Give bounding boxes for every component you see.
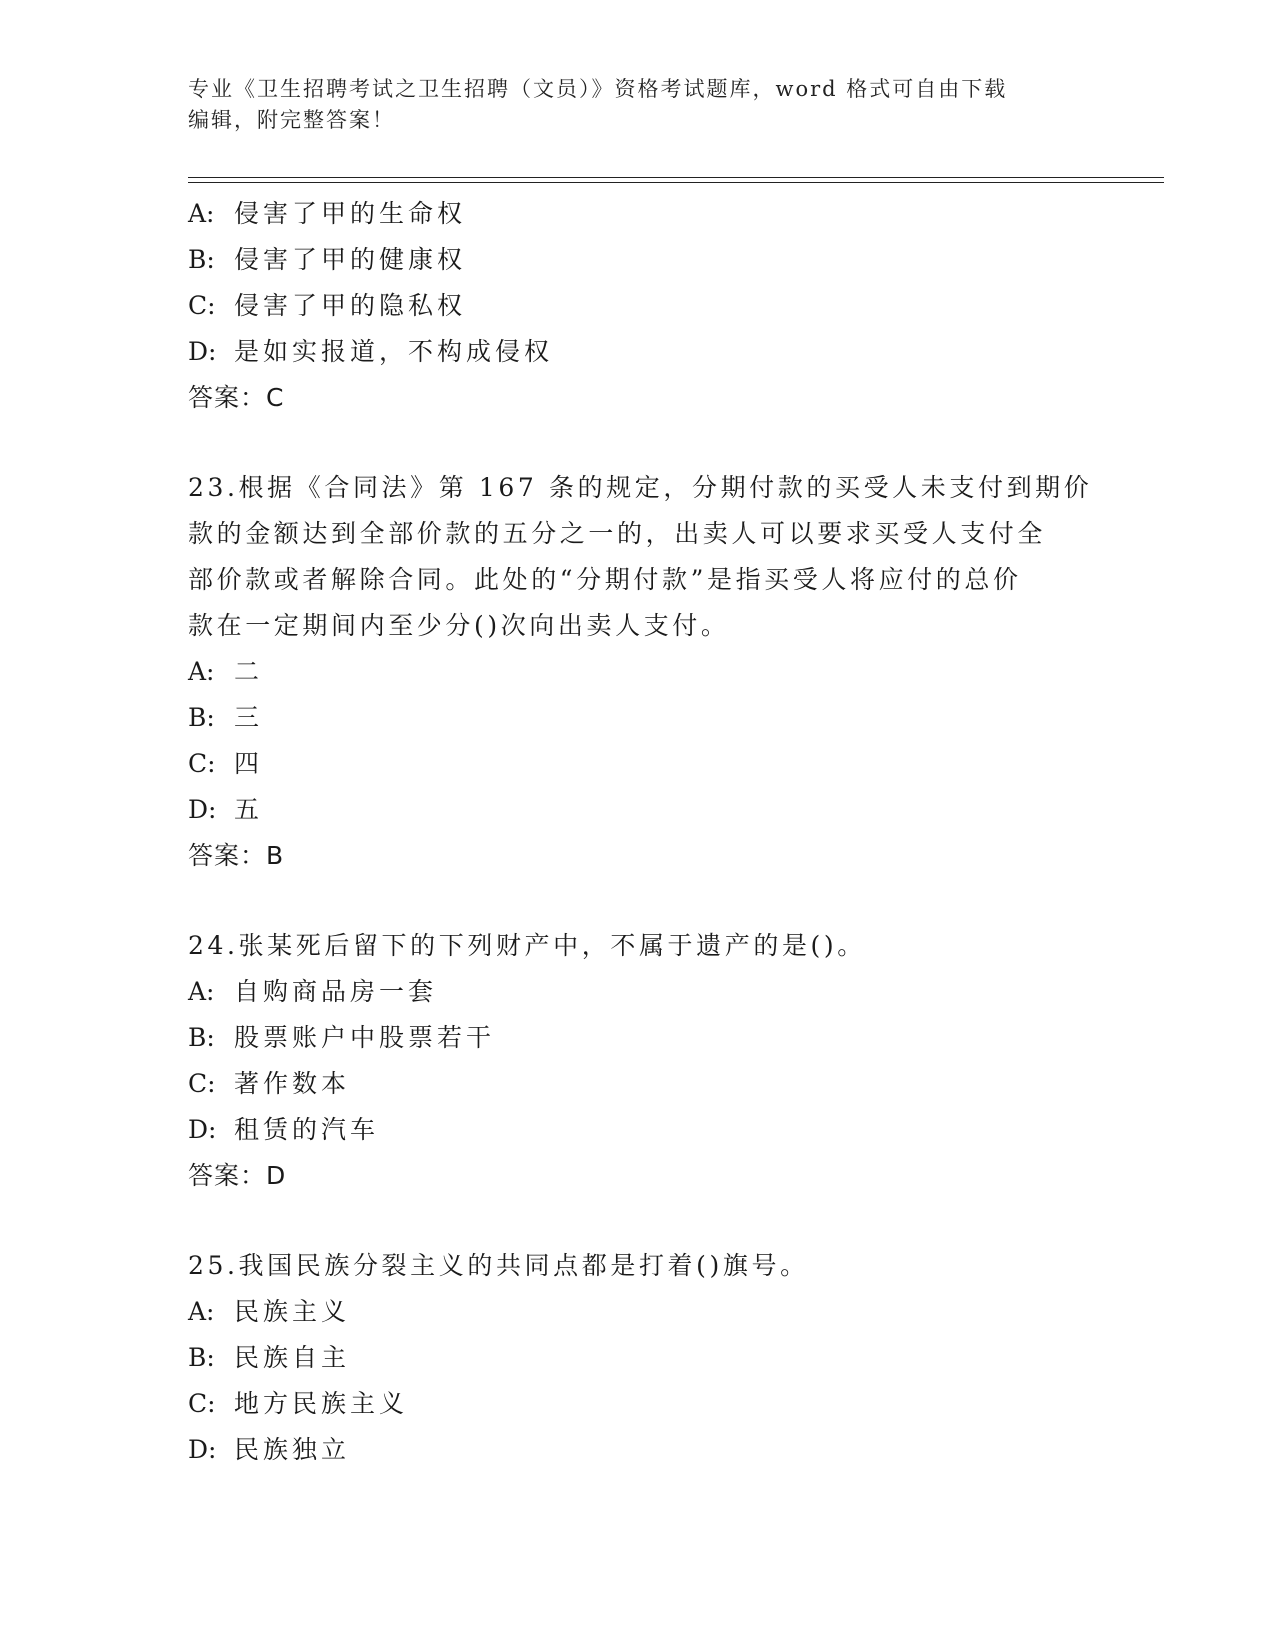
option-a: A: 自购商品房一套 [188,977,438,1006]
option-c: C: 侵害了甲的隐私权 [188,291,467,320]
question-25 [188,1243,1088,1473]
option-b: B: 侵害了甲的健康权 [188,245,467,274]
question-stem [188,1243,1088,1289]
stem-line: 23.根据《合同法》第 167 条的规定，分期付款的买受人未支付到期价 [188,473,1093,502]
header-line-2: 编辑，附完整答案！ [188,108,395,132]
question-content [188,191,1093,1473]
option-d: D: 是如实报道，不构成侵权 [188,337,554,366]
header-line-1: 专业《卫生招聘考试之卫生招聘（文员）》资格考试题库，word 格式可自由下载 [188,77,1008,101]
stem-line: 部价款或者解除合同。此处的“分期付款”是指买受人将应付的总价 [188,565,1022,594]
question-stem [188,923,1088,969]
stem-line: 25.我国民族分裂主义的共同点都是打着()旗号。 [188,1251,809,1280]
stem-line: 款的金额达到全部价款的五分之一的，出卖人可以要求买受人支付全 [188,519,1047,548]
option-a: A: 侵害了甲的生命权 [188,199,467,228]
answer-line: 答案：D [188,1161,287,1190]
option-a: A: 民族主义 [188,1297,351,1326]
header-rule-top [188,177,1164,178]
option-a: A: 二 [188,657,264,686]
question-22 [188,191,1088,421]
option-c: C: 四 [188,749,264,778]
option-d: D: 租赁的汽车 [188,1115,380,1144]
option-b: B: 民族自主 [188,1343,351,1372]
option-c: C: 地方民族主义 [188,1389,409,1418]
answer-line: 答案：B [188,841,285,870]
option-d: D: 五 [188,795,264,824]
answer-line: 答案：C [188,383,285,412]
stem-line: 24.张某死后留下的下列财产中，不属于遗产的是()。 [188,931,866,960]
option-c: C: 著作数本 [188,1069,351,1098]
page-header [188,74,1068,136]
question-23 [188,465,1093,879]
question-24 [188,923,1088,1199]
question-stem [188,465,1093,649]
option-b: B: 股票账户中股票若干 [188,1023,496,1052]
stem-line: 款在一定期间内至少分()次向出卖人支付。 [188,611,730,640]
option-b: B: 三 [188,703,264,732]
header-rule-bottom [188,182,1164,183]
option-d: D: 民族独立 [188,1435,351,1464]
